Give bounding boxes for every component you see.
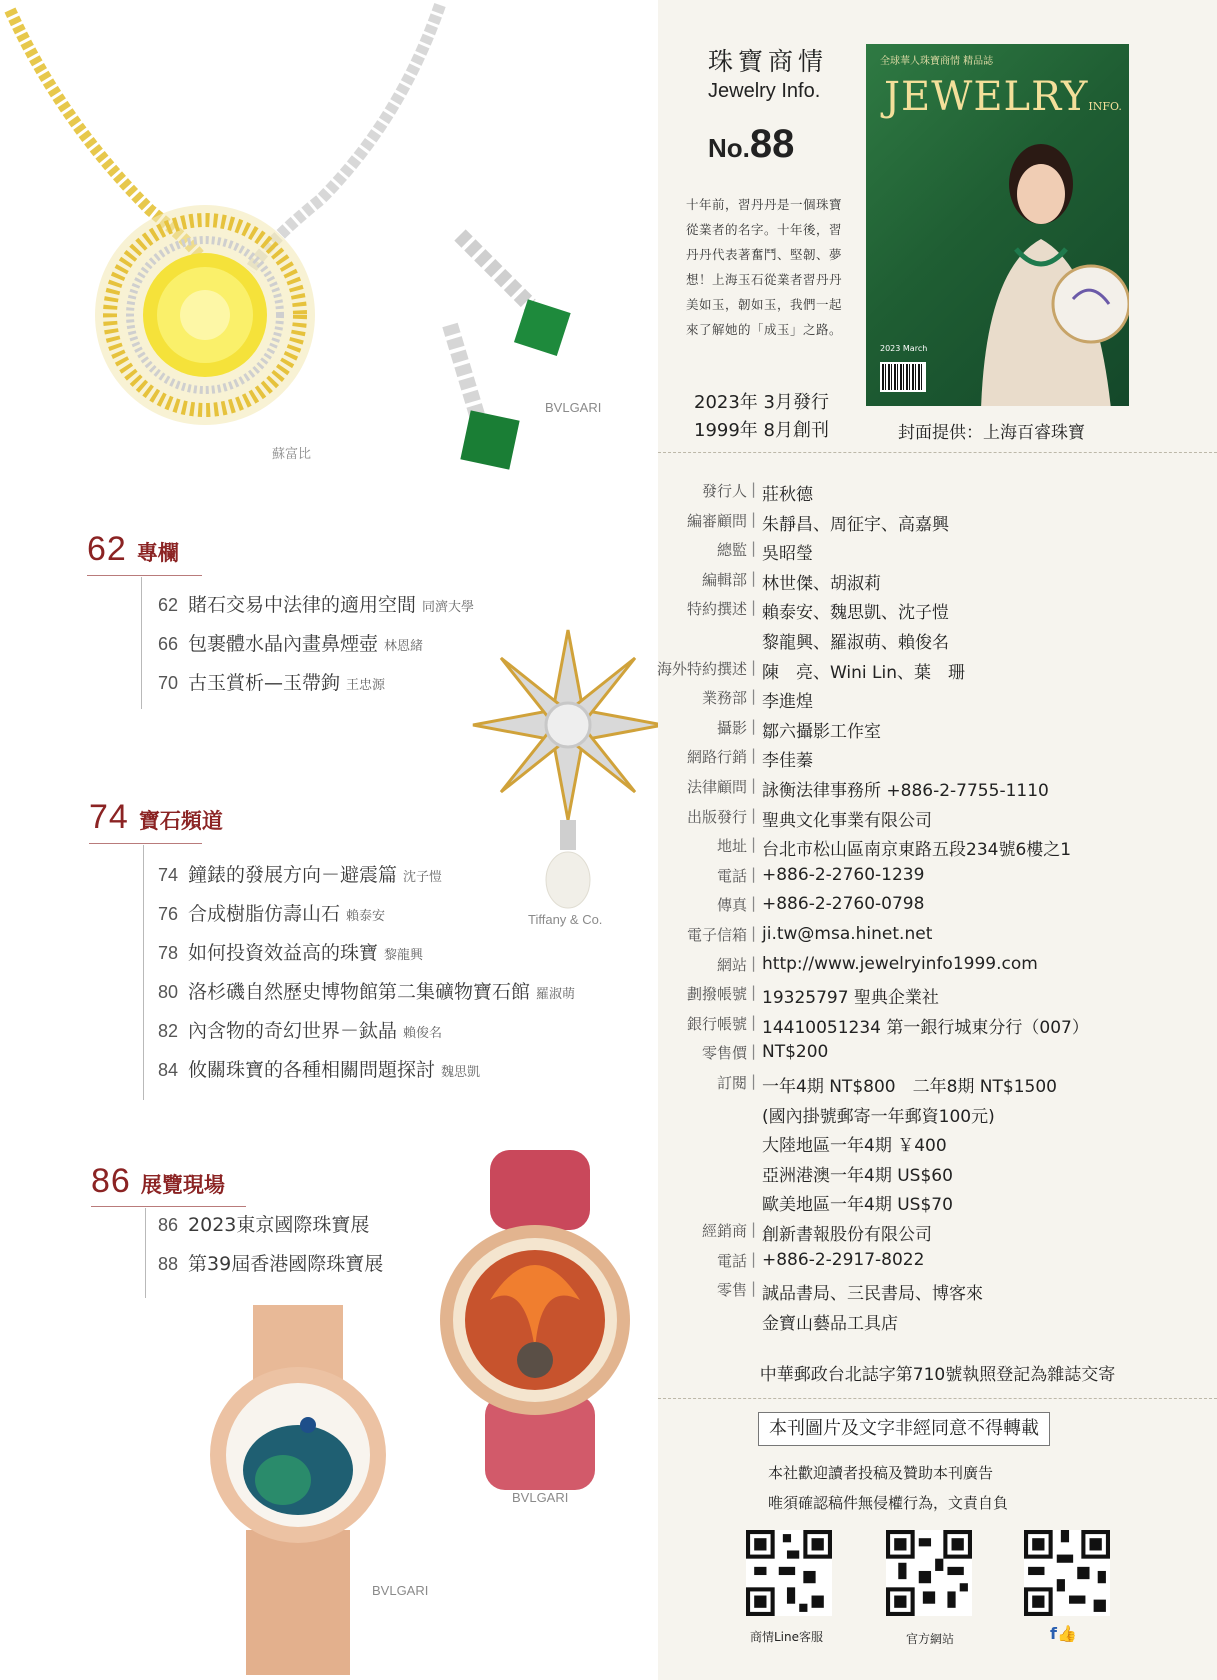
section-rule	[89, 843, 202, 844]
staff-value: 台北市松山區南京東路五段234號6樓之1	[762, 840, 1072, 861]
staff-separator: |	[751, 805, 757, 824]
staff-separator: |	[751, 894, 757, 913]
staff-label: 特約撰述	[686, 600, 747, 619]
staff-value: 詠衡法律事務所 +886-2-7755-1110	[762, 781, 1049, 801]
section-rule	[87, 575, 202, 576]
staff-value: 一年4期 NT$800 二年8期 NT$1500	[762, 1077, 1057, 1097]
social-qr-code[interactable]	[1024, 1530, 1110, 1616]
line-qr-label: 商情Line客服	[750, 1630, 824, 1644]
staff-label: 電話	[716, 866, 747, 885]
staff-value: +886-2-2760-0798	[762, 894, 925, 915]
staff-value: 吳昭瑩	[762, 544, 813, 565]
section-line	[141, 577, 142, 709]
staff-label: 電話	[716, 1251, 747, 1270]
staff-separator: |	[751, 746, 757, 765]
staff-separator: |	[751, 1012, 757, 1031]
divider	[658, 452, 1217, 453]
staff-separator: |	[751, 1279, 757, 1298]
staff-label: 攝影	[716, 718, 747, 737]
section-rule	[91, 1206, 246, 1207]
cover-month: 2023 March	[880, 344, 928, 353]
toc-item[interactable]: 66 包裹體水晶內畫鼻煙壺 林恩緒	[158, 633, 424, 655]
toc-item[interactable]: 76 合成樹脂仿壽山石 賴泰安	[158, 903, 386, 925]
toc-item[interactable]: 82 內含物的奇幻世界－鈦晶 賴俊名	[158, 1020, 443, 1042]
staff-separator: |	[751, 1220, 757, 1238]
earrings-caption: BVLGARI	[545, 400, 602, 415]
staff-value: 歐美地區一年4期 US$70	[762, 1195, 953, 1216]
staff-value: 鄒六攝影工作室	[762, 721, 881, 742]
cover-barcode	[880, 362, 926, 392]
website-qr-code[interactable]	[886, 1530, 972, 1616]
staff-separator: |	[751, 598, 757, 617]
staff-label: 網站	[716, 955, 747, 974]
toc-item[interactable]: 80 洛杉磯自然歷史博物館第二集礦物寶石館 羅淑萌	[158, 981, 576, 1003]
staff-label: 經銷商	[701, 1222, 747, 1240]
staff-separator: |	[751, 1072, 757, 1090]
staff-value: 亞洲港澳一年4期 US$60	[762, 1165, 953, 1186]
peacock-watch-image	[208, 1305, 388, 1675]
staff-label: 電子信箱	[686, 926, 747, 944]
staff-separator: |	[751, 539, 757, 558]
cover-model-image	[961, 129, 1129, 406]
staff-value: 黎龍興、羅淑萌、賴俊名	[762, 633, 949, 653]
necklace-caption: 蘇富比	[272, 446, 312, 461]
staff-label: 零售價	[701, 1044, 747, 1063]
copyright-notice: 本刊圖片及文字非經同意不得轉載	[758, 1412, 1050, 1446]
divider	[658, 1398, 1217, 1399]
magazine-name-zh: 珠寶商情	[708, 47, 829, 76]
staff-value: 14410051234 第一銀行城東分行（007）	[762, 1017, 1089, 1038]
section-74-heading	[89, 798, 223, 837]
staff-value: 19325797 聖典企業社	[762, 988, 939, 1009]
staff-value[interactable]: ji.tw@msa.hinet.net	[762, 924, 933, 944]
staff-value: 李進煌	[762, 692, 813, 713]
masthead-column	[658, 0, 1217, 1680]
staff-label: 發行人	[701, 482, 747, 500]
staff-separator: |	[751, 835, 757, 854]
staff-separator: |	[751, 983, 757, 1002]
necklace-image	[0, 0, 470, 450]
staff-label: 傳真	[716, 896, 747, 915]
publish-date: 2023年 3月發行	[694, 392, 829, 413]
founded-date: 1999年 8月創刊	[694, 420, 829, 441]
staff-value: 林世傑、胡淑莉	[762, 573, 881, 594]
staff-value: 誠品書局、三民書局、博客來	[762, 1284, 983, 1305]
staff-label: 業務部	[701, 689, 747, 708]
peacock-watch-caption: BVLGARI	[372, 1583, 429, 1598]
magazine-name-en: Jewelry Info.	[708, 80, 821, 102]
toc-item[interactable]: 86 2023東京國際珠寶展	[158, 1214, 370, 1236]
staff-value: 聖典文化事業有限公司	[762, 810, 932, 831]
section-title: 寶石頻道	[138, 808, 223, 833]
section-title: 專欄	[136, 540, 179, 565]
staff-value: +886-2-2917-8022	[762, 1249, 925, 1270]
staff-value: 創新書報股份有限公司	[762, 1225, 932, 1245]
staff-separator: |	[751, 953, 757, 972]
cover-tagline: 全球華人珠寶商情 精品誌	[880, 56, 994, 67]
staff-separator: |	[751, 480, 757, 498]
section-line	[145, 1208, 146, 1298]
phoenix-watch-caption: BVLGARI	[512, 1490, 569, 1505]
staff-value[interactable]: http://www.jewelryinfo1999.com	[762, 953, 1038, 974]
postal-registration: 中華郵政台北誌字第710號執照登記為雜誌交寄	[759, 1365, 1116, 1385]
staff-value: NT$200	[762, 1042, 829, 1063]
staff-separator: |	[751, 776, 757, 794]
social-icons[interactable]: f👍	[1050, 1624, 1077, 1643]
brooch-caption: Tiffany & Co.	[528, 912, 603, 927]
toc-item[interactable]: 88 第39屆香港國際珠寶展	[158, 1253, 384, 1275]
staff-label: 編輯部	[701, 570, 747, 589]
earrings-image	[420, 225, 590, 485]
staff-separator: |	[751, 864, 757, 883]
section-line	[143, 845, 144, 1100]
staff-value: 李佳蓁	[762, 751, 813, 772]
notice-line-2: 唯須確認稿件無侵權行為，文責自負	[768, 1494, 1009, 1512]
staff-value: 賴泰安、魏思凱、沈子愷	[762, 603, 949, 624]
staff-label: 總監	[716, 541, 747, 560]
toc-item[interactable]: 74 鐘錶的發展方向－避震篇 沈子愷	[158, 864, 443, 886]
section-number: 62	[87, 530, 127, 568]
staff-label: 地址	[716, 837, 747, 856]
section-number: 86	[91, 1162, 131, 1200]
staff-label: 編審顧問	[686, 511, 747, 530]
brooch-image	[470, 615, 670, 910]
staff-label: 零售	[716, 1281, 747, 1300]
staff-label: 劃撥帳號	[686, 985, 747, 1004]
cover-logo: JEWELRYINFO.	[884, 74, 1122, 120]
staff-value: 金寶山藝品工具店	[762, 1313, 898, 1334]
staff-label: 法律顧問	[686, 778, 747, 796]
staff-value: +886-2-2760-1239	[762, 864, 925, 885]
magazine-cover	[866, 44, 1129, 406]
staff-separator: |	[751, 924, 757, 942]
cover-story-blurb: 十年前，習丹丹是一個珠寶從業者的名字。十年後，習丹丹代表著奮鬥、堅韌、夢想！上海玉石從業者習丹丹美如玉，韌如玉，我們一起來了解她的「成玉」之路。	[686, 197, 843, 337]
staff-value: 朱靜昌、周征宇、高嘉興	[762, 514, 949, 535]
cover-credit: 封面提供：上海百睿珠寶	[898, 423, 1085, 443]
toc-item[interactable]: 78 如何投資效益高的珠寶 黎龍興	[158, 942, 424, 964]
staff-value: 大陸地區一年4期 ￥400	[762, 1136, 947, 1157]
staff-value: 陳 亮、Wini Lin、葉 珊	[762, 662, 966, 683]
staff-separator: |	[751, 1042, 757, 1061]
section-title: 展覽現場	[140, 1172, 225, 1197]
toc-item[interactable]: 62 賭石交易中法律的適用空間 同濟大學	[158, 594, 475, 616]
staff-label: 銀行帳號	[686, 1014, 747, 1033]
notice-line-1: 本社歡迎讀者投稿及贊助本刊廣告	[768, 1464, 994, 1482]
section-86-heading	[91, 1162, 225, 1201]
staff-value: (國內掛號郵寄一年郵資100元)	[762, 1106, 995, 1127]
staff-separator: |	[751, 568, 757, 587]
website-qr-label: 官方網站	[906, 1632, 955, 1646]
toc-item[interactable]: 70 古玉賞析—玉帶鉤 王忠源	[158, 672, 386, 694]
staff-label: 網路行銷	[686, 748, 747, 767]
staff-value: 莊秋德	[762, 485, 813, 505]
staff-separator: |	[751, 657, 757, 676]
staff-separator: |	[751, 1249, 757, 1268]
staff-separator: |	[751, 509, 757, 528]
phoenix-watch-image	[430, 1150, 630, 1490]
staff-label: 出版發行	[686, 807, 747, 826]
section-number: 74	[89, 798, 129, 836]
staff-label: 訂閱	[716, 1074, 747, 1092]
section-62-heading	[87, 530, 179, 569]
toc-item[interactable]: 84 攸關珠寶的各種相關問題探討 魏思凱	[158, 1059, 481, 1081]
staff-label: 海外特約撰述	[656, 659, 747, 678]
staff-separator: |	[751, 687, 757, 706]
issue-number: No.88	[708, 122, 795, 166]
staff-separator: |	[751, 716, 757, 735]
line-qr-code[interactable]	[746, 1530, 832, 1616]
